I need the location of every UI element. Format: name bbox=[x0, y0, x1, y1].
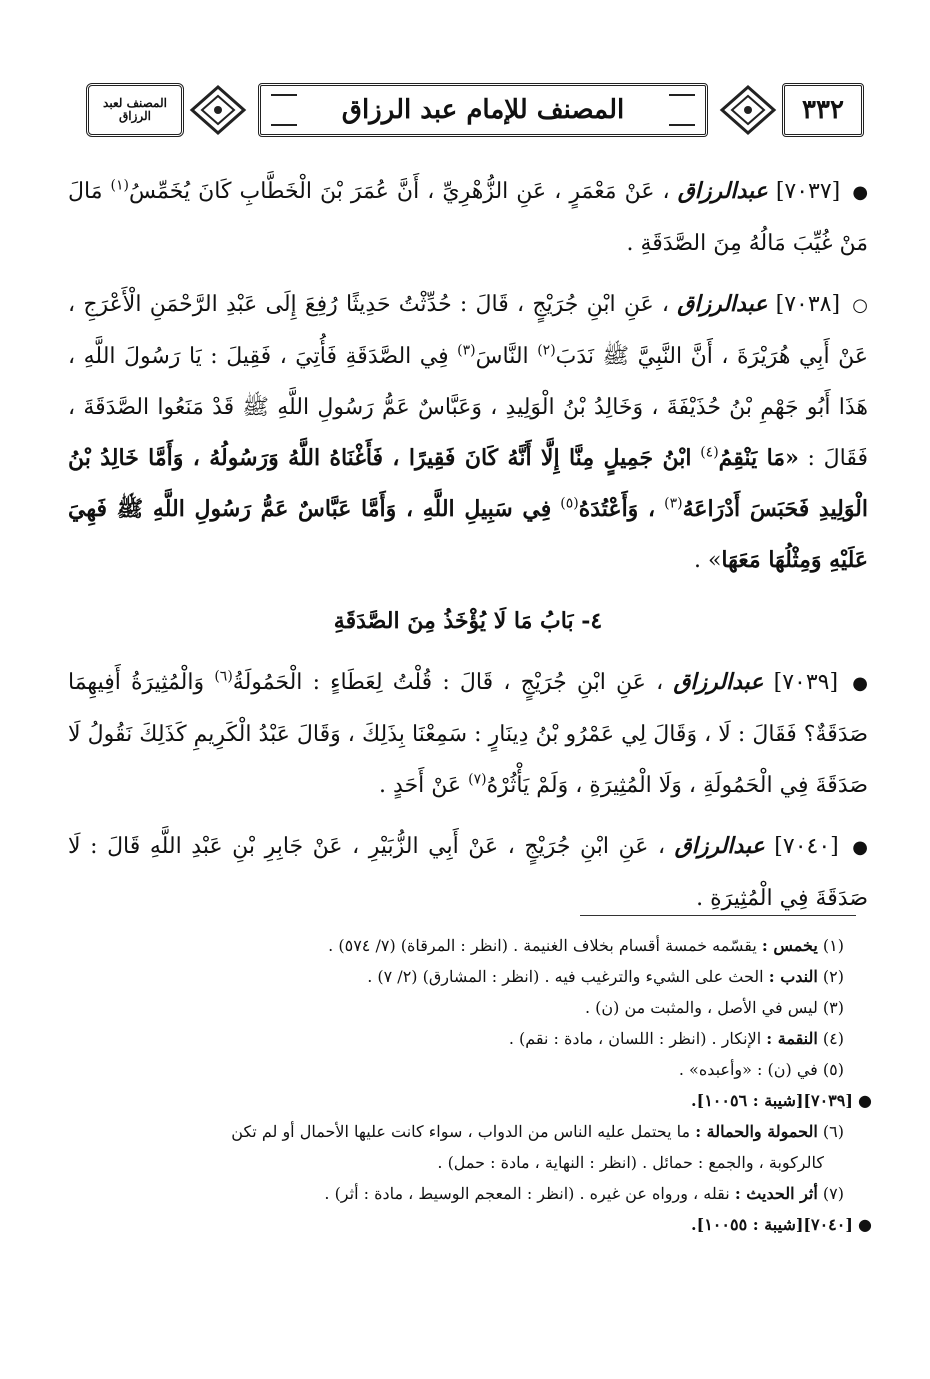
footnote-3 bbox=[72, 992, 872, 1023]
footnote-number: (٥) bbox=[822, 1060, 844, 1079]
hadith-text: مَالَ مَنْ غُيِّبَ مَالُهُ مِنَ الصَّدَقَةِ . bbox=[68, 179, 868, 256]
reference-7040 bbox=[72, 1209, 872, 1240]
hadith-marker: ○ bbox=[852, 295, 868, 316]
hadith-7038 bbox=[68, 279, 868, 586]
hadith-text: ، عَنِ ابْنِ جُرَيْجٍ ، قَالَ : قُلْتُ لِعَطَاءٍ : الْحَمُولَةُ bbox=[232, 670, 664, 695]
footnote-text: الإنكار . (انظر : اللسان ، مادة : نقم) . bbox=[508, 1029, 762, 1048]
hadith-marker: ● bbox=[852, 673, 868, 694]
hadith-text: ، عَنِ ابْنِ جُرَيْجٍ ، قَالَ : حُدِّثْتُ حَدِيثًا رُفِعَ إِلَى عَبْدِ الرَّحْمَنِ الْأَعْرَجِ ، عَنْ أَبِي هُرَيْرَةَ ، أَنَّ النَّبِيَّ ﷺ نَدَبَ bbox=[68, 292, 869, 369]
footnote-text: ليس في الأصل ، والمثبت من (ن) . bbox=[584, 998, 818, 1017]
hadith-number: [٧٠٤٠] bbox=[774, 834, 839, 859]
hadith-7039 bbox=[68, 657, 868, 811]
header-ornament-left bbox=[188, 83, 248, 137]
hadith-7037 bbox=[68, 166, 868, 269]
hadith-text: وَالْمُثِيرَةُ أَفِيهِمَا صَدَقَةٌ؟ فَقَالَ : لَا ، وَقَالَ لِي عَمْرُو بْنُ دِينَارٍ : سَمِعْنَا بِذَلِكَ ، وَقَالَ عَبْدُ الْكَرِيمِ كَذَلِكَ نَقُولُ لَا صَدَقَةَ فِي الْحَمُولَةِ ، وَلَا الْمُثِيرَةِ ، وَلَمْ يَأْثُرْهُ bbox=[68, 670, 868, 798]
hadith-text: عَنْ أَحَدٍ . bbox=[379, 773, 462, 798]
footnote-5 bbox=[72, 1054, 872, 1085]
page-number-text: ٣٣٢ bbox=[802, 95, 844, 125]
book-emblem bbox=[86, 83, 184, 137]
footnote-ref: (٣) bbox=[457, 342, 476, 359]
reference-marker: ● bbox=[858, 1091, 872, 1110]
footnote-ref: (٦) bbox=[214, 668, 233, 685]
reference-7039 bbox=[72, 1085, 872, 1116]
footnote-number: (٣) bbox=[822, 998, 844, 1017]
footnote-4 bbox=[72, 1023, 872, 1054]
footnote-6-continued bbox=[72, 1147, 872, 1178]
footnote-text: ما يحتمل عليه الناس من الدواب ، سواء كانت عليها الأحمال أو لم تكن bbox=[231, 1122, 691, 1141]
footnote-number: (٧) bbox=[822, 1184, 844, 1203]
header-ornament-right bbox=[718, 83, 778, 137]
hadith-marker: ● bbox=[852, 837, 869, 858]
footnote-ref: (٥) bbox=[560, 495, 579, 512]
footnote-number: (٢) bbox=[822, 967, 844, 986]
reference-text: [٧٠٤٠][شيبة : ١٠٠٥٥]. bbox=[691, 1215, 853, 1234]
footnote-text: الحث على الشيء والترغيب فيه . (انظر : المشارق) (٢/ ٧) . bbox=[367, 967, 764, 986]
footnote-ref: (٣) bbox=[664, 495, 683, 512]
footnote-2 bbox=[72, 961, 872, 992]
footnote-term: أثر الحديث : bbox=[734, 1184, 818, 1203]
hadith-number: [٧٠٣٩] bbox=[773, 670, 839, 695]
author-name: عبدالرزاق bbox=[677, 178, 768, 204]
footnote-text: يقسّمه خمسة أقسام بخلاف الغنيمة . (انظر : المرقاة) (٧/ ٥٧٤) . bbox=[328, 936, 757, 955]
ornament-icon bbox=[718, 83, 778, 137]
hadith-number: [٧٠٣٧] bbox=[775, 179, 841, 204]
hadith-text: فِي الصَّدَقَةِ فَأُتِيَ ، فَقِيلَ : يَا رَسُولَ اللَّهِ ، هَذَا أَبُو جَهْمِ بْنُ حُذَيْفَةَ ، وَخَالِدُ بْنُ الْوَلِيدِ ، وَعَبَّاسٌ عَمُّ رَسُولِ اللَّهِ ﷺ قَدْ مَنَعُوا الصَّدَقَةَ ، فَقَالَ : bbox=[68, 344, 868, 471]
hadith-marker: ● bbox=[852, 182, 869, 203]
footnote-ref: (١) bbox=[110, 177, 129, 194]
footnote-term: يخمس : bbox=[761, 936, 818, 955]
footnote-term: النقمة : bbox=[766, 1029, 818, 1048]
footnote-7 bbox=[72, 1178, 872, 1209]
page-header bbox=[86, 83, 864, 137]
footnote-number: (٤) bbox=[822, 1029, 844, 1048]
quote-mark: » . bbox=[693, 548, 722, 573]
quote-mark: « bbox=[785, 445, 799, 471]
book-emblem-text: المصنف لعبد الرزاق bbox=[103, 95, 167, 123]
hadith-text: ، عَنِ ابْنِ جُرَيْجٍ ، عَنْ أَبِي الزُّبَيْرِ ، عَنْ جَابِرِ بْنِ عَبْدِ اللَّهِ قَالَ : لَا صَدَقَةَ فِي الْمُثِيرَةِ . bbox=[68, 834, 868, 911]
footnote-text: كالركوبة ، والجمع : حمائل . (انظر : النهاية ، مادة : حمل) . bbox=[437, 1153, 824, 1172]
prophetic-quote: فِي سَبِيلِ اللَّهِ ، وَأَمَّا عَبَّاسٌ عَمُّ رَسُولِ اللَّهِ ﷺ فَهِيَ عَلَيْهِ وَمِثْلُهَا مَعَهَا bbox=[68, 496, 868, 573]
footnote-ref: (٢) bbox=[537, 342, 556, 359]
author-name: عبدالرزاق bbox=[673, 669, 764, 695]
page-number bbox=[782, 83, 864, 137]
ornament-icon bbox=[188, 83, 248, 137]
footnote-term: الندب : bbox=[768, 967, 818, 986]
footnote-6 bbox=[72, 1116, 872, 1147]
chapter-title: ٤- بَابُ مَا لَا يُؤْخَذُ مِنَ الصَّدَقَةِ bbox=[333, 608, 603, 634]
footnote-text: نقله ، ورواه عن غيره . (انظر : المعجم الوسيط ، مادة : أثر) . bbox=[324, 1184, 730, 1203]
main-text bbox=[68, 166, 868, 934]
author-name: عبدالرزاق bbox=[677, 291, 768, 317]
footnote-ref: (٧) bbox=[468, 771, 487, 788]
footnote-number: (١) bbox=[822, 936, 844, 955]
hadith-text: النَّاسَ bbox=[475, 344, 529, 369]
book-title-text: المصنف للإمام عبد الرزاق bbox=[341, 95, 625, 125]
hadith-text: ، عَنْ مَعْمَرٍ ، عَنِ الزُّهْرِيِّ ، أَنَّ عُمَرَ بْنَ الْخَطَّابِ كَانَ يُخَمِّسُ bbox=[129, 179, 670, 204]
hadith-number: [٧٠٣٨] bbox=[775, 292, 841, 317]
footnote-divider bbox=[580, 915, 856, 916]
author-name: عبدالرزاق bbox=[674, 833, 765, 859]
footnote-text: في (ن) : «وأعبده» . bbox=[678, 1060, 818, 1079]
reference-marker: ● bbox=[858, 1215, 872, 1234]
footnote-ref: (٤) bbox=[700, 444, 719, 461]
footnote-term: الحمولة والحمالة : bbox=[695, 1122, 818, 1141]
prophetic-quote: مَا يَنْقِمُ bbox=[718, 445, 786, 471]
prophetic-quote: ابْنُ جَمِيلٍ مِنَّا إِلَّا أَنَّهُ كَانَ فَقِيرًا ، فَأَغْنَاهُ اللَّهُ وَرَسُولُهُ ، وَأَمَّا خَالِدُ بْنُ الْوَلِيدِ فَحَبَسَ أَدْرَاعَهُ bbox=[68, 445, 868, 522]
prophetic-quote: ، وَأَعْتُدَهُ bbox=[578, 496, 656, 522]
hadith-7040 bbox=[68, 821, 868, 924]
footnotes bbox=[72, 930, 872, 1240]
footnote-number: (٦) bbox=[822, 1122, 844, 1141]
book-title bbox=[258, 83, 708, 137]
reference-text: [٧٠٣٩][شيبة : ١٠٠٥٦]. bbox=[691, 1091, 853, 1110]
footnote-1 bbox=[72, 930, 872, 961]
